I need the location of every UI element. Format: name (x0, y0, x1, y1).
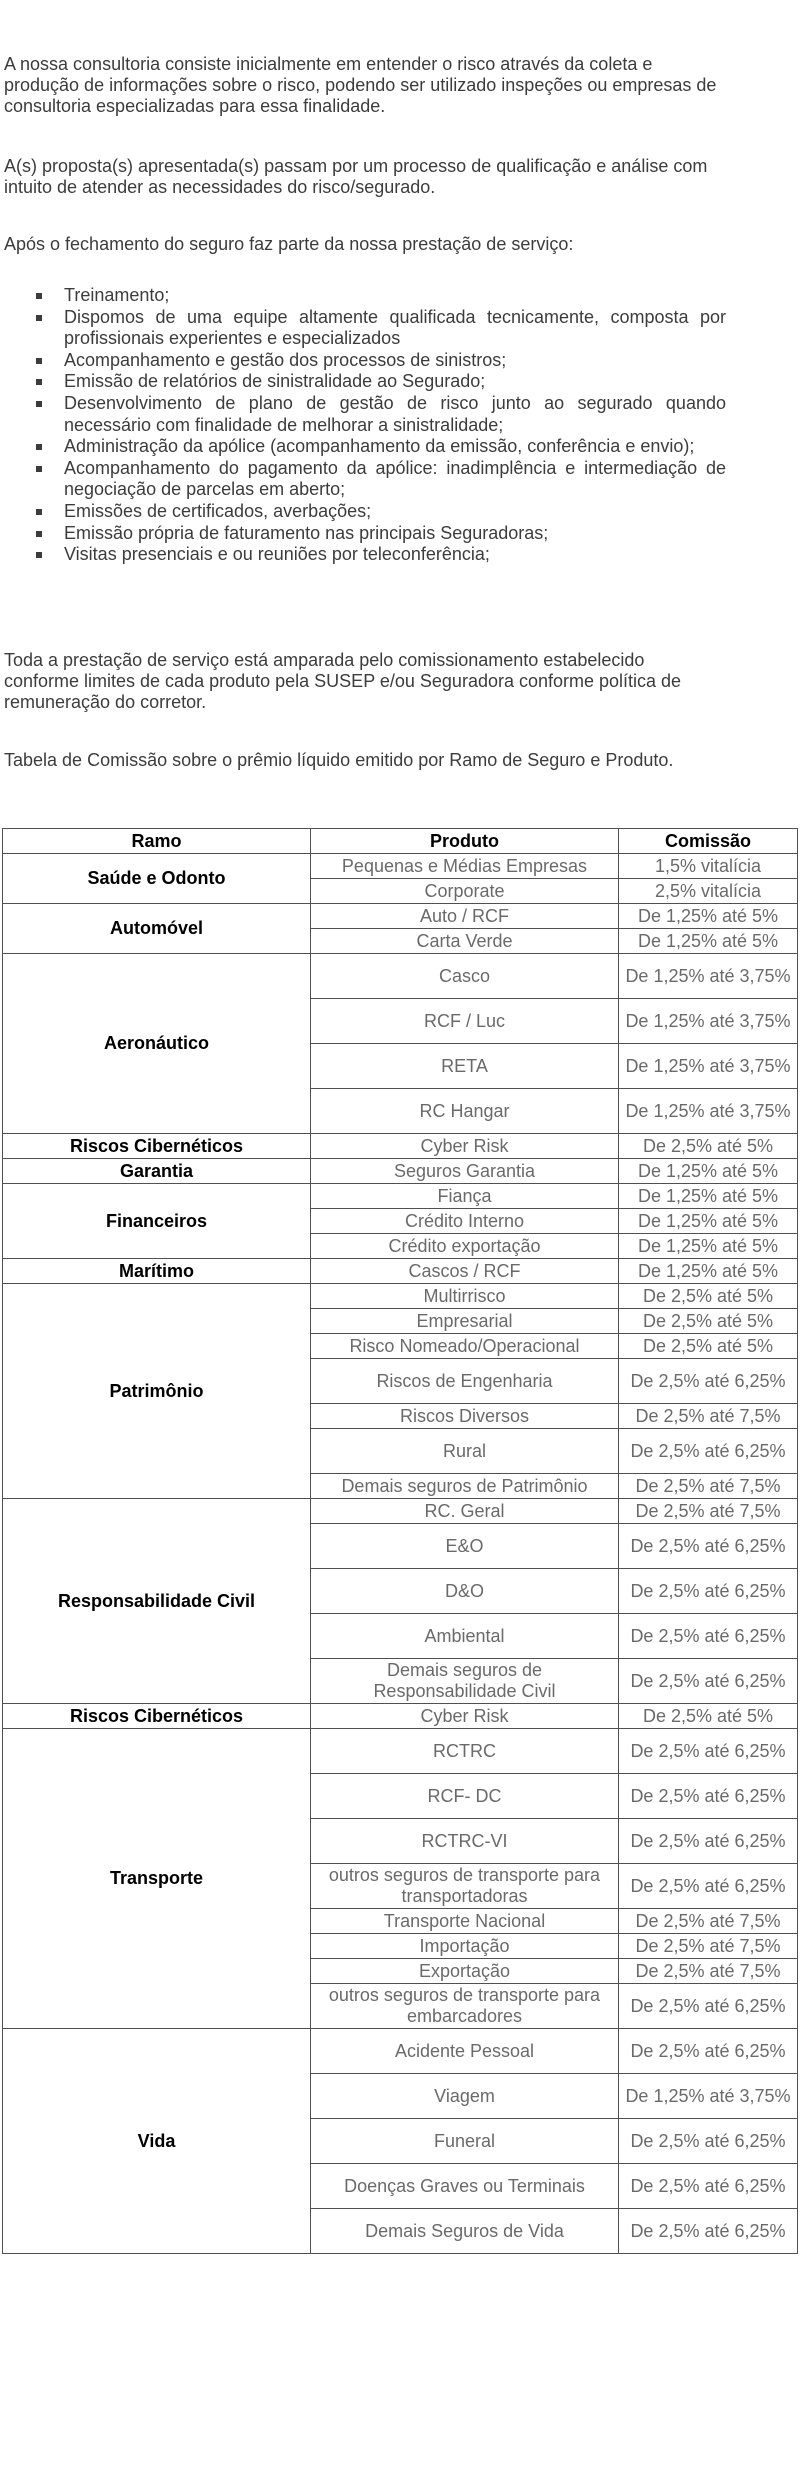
produto-cell: RCF- DC (311, 1774, 619, 1819)
comissao-cell: De 2,5% até 6,25% (619, 1524, 798, 1569)
services-list (26, 285, 726, 566)
comissao-cell: De 1,25% até 5% (619, 1234, 798, 1259)
comissao-cell: De 2,5% até 6,25% (619, 1569, 798, 1614)
produto-cell: RCF / Luc (311, 999, 619, 1044)
service-list-item (26, 307, 726, 350)
produto-cell: Demais seguros de Patrimônio (311, 1474, 619, 1499)
produto-cell: Multirrisco (311, 1284, 619, 1309)
comissao-cell: De 2,5% até 6,25% (619, 2119, 798, 2164)
service-list-item (26, 436, 726, 458)
produto-cell: Rural (311, 1429, 619, 1474)
produto-cell: Riscos de Engenharia (311, 1359, 619, 1404)
bullet-square-icon (36, 444, 42, 450)
produto-cell: RETA (311, 1044, 619, 1089)
table-row (3, 954, 798, 999)
comissao-cell: De 1,25% até 3,75% (619, 1044, 798, 1089)
comissao-cell: De 2,5% até 6,25% (619, 1659, 798, 1704)
ramo-cell: Riscos Cibernéticos (3, 1704, 311, 1729)
table-row (3, 1159, 798, 1184)
table-row (3, 1499, 798, 1524)
bullet-square-icon (36, 379, 42, 385)
service-text: Dispomos de uma equipe altamente qualificada tecnicamente, composta por profissionais experientes e especializados (64, 306, 726, 349)
ramo-cell: Automóvel (3, 904, 311, 954)
bullet-square-icon (36, 552, 42, 558)
produto-cell: outros seguros de transporte para embarcadores (311, 1984, 619, 2029)
produto-cell: Crédito Interno (311, 1209, 619, 1234)
ramo-cell: Garantia (3, 1159, 311, 1184)
bullet-square-icon (36, 466, 42, 472)
comissao-cell: De 2,5% até 5% (619, 1334, 798, 1359)
table-body (3, 854, 798, 2254)
produto-cell: D&O (311, 1569, 619, 1614)
produto-cell: RCTRC-VI (311, 1819, 619, 1864)
comissao-cell: De 2,5% até 6,25% (619, 1984, 798, 2029)
produto-cell: RC Hangar (311, 1089, 619, 1134)
ramo-cell: Aeronáutico (3, 954, 311, 1134)
comissao-cell: De 1,25% até 5% (619, 1159, 798, 1184)
produto-cell: Importação (311, 1934, 619, 1959)
produto-cell: Cascos / RCF (311, 1259, 619, 1284)
produto-cell: E&O (311, 1524, 619, 1569)
comissao-cell: De 1,25% até 5% (619, 1209, 798, 1234)
comissao-cell: De 1,25% até 3,75% (619, 999, 798, 1044)
service-text: Emissão própria de faturamento nas principais Seguradoras; (64, 522, 549, 543)
produto-cell: Corporate (311, 879, 619, 904)
ramo-cell: Patrimônio (3, 1284, 311, 1499)
service-list-item (26, 544, 726, 566)
ramo-cell: Riscos Cibernéticos (3, 1134, 311, 1159)
ramo-cell: Saúde e Odonto (3, 854, 311, 904)
comissao-cell: De 2,5% até 5% (619, 1704, 798, 1729)
bullet-square-icon (36, 531, 42, 537)
produto-cell: Fiança (311, 1184, 619, 1209)
table-row (3, 1134, 798, 1159)
service-text: Acompanhamento do pagamento da apólice: inadimplência e intermediação de negociação de parcelas em aberto; (64, 457, 726, 500)
comissao-cell: De 2,5% até 6,25% (619, 2209, 798, 2254)
ramo-cell: Vida (3, 2029, 311, 2254)
table-row (3, 1259, 798, 1284)
table-header-row (3, 829, 798, 854)
ramo-cell: Responsabilidade Civil (3, 1499, 311, 1704)
service-list-item (26, 371, 726, 393)
produto-cell: RC. Geral (311, 1499, 619, 1524)
comissao-cell: De 2,5% até 5% (619, 1134, 798, 1159)
comissao-cell: De 2,5% até 6,25% (619, 1359, 798, 1404)
produto-cell: Funeral (311, 2119, 619, 2164)
produto-cell: Cyber Risk (311, 1134, 619, 1159)
produto-cell: Riscos Diversos (311, 1404, 619, 1429)
table-row (3, 1284, 798, 1309)
comissao-cell: De 2,5% até 6,25% (619, 1729, 798, 1774)
produto-cell: Exportação (311, 1959, 619, 1984)
comissao-cell: De 1,25% até 3,75% (619, 1089, 798, 1134)
comissao-cell: De 2,5% até 7,5% (619, 1934, 798, 1959)
comissao-cell: De 1,25% até 3,75% (619, 2074, 798, 2119)
comissao-cell: De 2,5% até 6,25% (619, 1429, 798, 1474)
service-text: Visitas presenciais e ou reuniões por teleconferência; (64, 544, 490, 565)
ramo-cell: Marítimo (3, 1259, 311, 1284)
produto-cell: Carta Verde (311, 929, 619, 954)
comissao-cell: De 2,5% até 5% (619, 1284, 798, 1309)
comissao-cell: De 2,5% até 6,25% (619, 1864, 798, 1909)
produto-cell: Demais seguros de Responsabilidade Civil (311, 1659, 619, 1704)
comissao-cell: De 2,5% até 7,5% (619, 1404, 798, 1429)
comissao-cell: De 1,25% até 5% (619, 904, 798, 929)
header-comissao: Comissão (619, 829, 798, 854)
comissao-cell: De 2,5% até 7,5% (619, 1474, 798, 1499)
comissao-cell: De 1,25% até 5% (619, 1184, 798, 1209)
produto-cell: Demais Seguros de Vida (311, 2209, 619, 2254)
produto-cell: Viagem (311, 2074, 619, 2119)
comissao-cell: De 2,5% até 7,5% (619, 1909, 798, 1934)
service-text: Administração da apólice (acompanhamento da emissão, conferência e envio); (64, 436, 695, 457)
comissao-cell: De 2,5% até 6,25% (619, 1819, 798, 1864)
service-list-item (26, 523, 726, 545)
comissao-cell: De 2,5% até 6,25% (619, 1774, 798, 1819)
service-list-item (26, 458, 726, 501)
intro-paragraph-proposta: A(s) proposta(s) apresentada(s) passam por um processo de qualificação e análise com intuito de atender as necessidades do risco/segurado. (4, 156, 708, 197)
comissao-cell: De 2,5% até 5% (619, 1309, 798, 1334)
service-text: Emissão de relatórios de sinistralidade ao Segurado; (64, 371, 486, 392)
comissao-cell: De 2,5% até 7,5% (619, 1499, 798, 1524)
comissao-cell: De 2,5% até 7,5% (619, 1959, 798, 1984)
bullet-square-icon (36, 509, 42, 515)
table-intro-paragraph: Tabela de Comissão sobre o prêmio líquido emitido por Ramo de Seguro e Produto. (4, 750, 674, 770)
produto-cell: Empresarial (311, 1309, 619, 1334)
ramo-cell: Transporte (3, 1729, 311, 2029)
comissao-cell: De 2,5% até 6,25% (619, 1614, 798, 1659)
table-row (3, 1704, 798, 1729)
produto-cell: Crédito exportação (311, 1234, 619, 1259)
service-text: Emissões de certificados, averbações; (64, 500, 372, 521)
service-list-item (26, 350, 726, 372)
produto-cell: Pequenas e Médias Empresas (311, 854, 619, 879)
comissao-cell: De 1,25% até 5% (619, 929, 798, 954)
remuneration-paragraph: Toda a prestação de serviço está amparada pelo comissionamento estabelecido conforme limites de cada produto pela SUSEP e/ou Seguradora conforme política de remuneração do corretor. (4, 650, 682, 712)
produto-cell: Cyber Risk (311, 1704, 619, 1729)
produto-cell: Risco Nomeado/Operacional (311, 1334, 619, 1359)
service-list-item (26, 393, 726, 436)
produto-cell: Auto / RCF (311, 904, 619, 929)
comissao-cell: De 1,25% até 5% (619, 1259, 798, 1284)
service-list-item (26, 501, 726, 523)
comissao-cell: 2,5% vitalícia (619, 879, 798, 904)
produto-cell: Ambiental (311, 1614, 619, 1659)
comissao-cell: 1,5% vitalícia (619, 854, 798, 879)
produto-cell: Casco (311, 954, 619, 999)
ramo-cell: Financeiros (3, 1184, 311, 1259)
comissao-cell: De 2,5% até 6,25% (619, 2029, 798, 2074)
bullet-square-icon (36, 358, 42, 364)
header-ramo: Ramo (3, 829, 311, 854)
table-row (3, 904, 798, 929)
produto-cell: RCTRC (311, 1729, 619, 1774)
service-list-item (26, 285, 726, 307)
bullet-square-icon (36, 293, 42, 299)
produto-cell: Doenças Graves ou Terminais (311, 2164, 619, 2209)
table-row (3, 1729, 798, 1774)
produto-cell: outros seguros de transporte para transportadoras (311, 1864, 619, 1909)
produto-cell: Acidente Pessoal (311, 2029, 619, 2074)
comissao-cell: De 1,25% até 3,75% (619, 954, 798, 999)
header-produto: Produto (311, 829, 619, 854)
service-text: Desenvolvimento de plano de gestão de risco junto ao segurado quando necessário com finalidade de melhorar a sinistralidade; (64, 392, 726, 435)
produto-cell: Seguros Garantia (311, 1159, 619, 1184)
table-row (3, 1184, 798, 1209)
commission-table (2, 828, 798, 2254)
table-row (3, 854, 798, 879)
service-text: Treinamento; (64, 285, 170, 305)
produto-cell: Transporte Nacional (311, 1909, 619, 1934)
service-text: Acompanhamento e gestão dos processos de sinistros; (64, 349, 507, 370)
comissao-cell: De 2,5% até 6,25% (619, 2164, 798, 2209)
intro-paragraph-consultoria: A nossa consultoria consiste inicialmente em entender o risco através da coleta e produção de informações sobre o risco, podendo ser utilizado inspeções ou empresas de consultoria especializadas para essa finalidade. (4, 54, 717, 116)
intro-paragraph-servicos: Após o fechamento do seguro faz parte da nossa prestação de serviço: (4, 234, 574, 254)
bullet-square-icon (36, 401, 42, 407)
table-row (3, 2029, 798, 2074)
bullet-square-icon (36, 315, 42, 321)
